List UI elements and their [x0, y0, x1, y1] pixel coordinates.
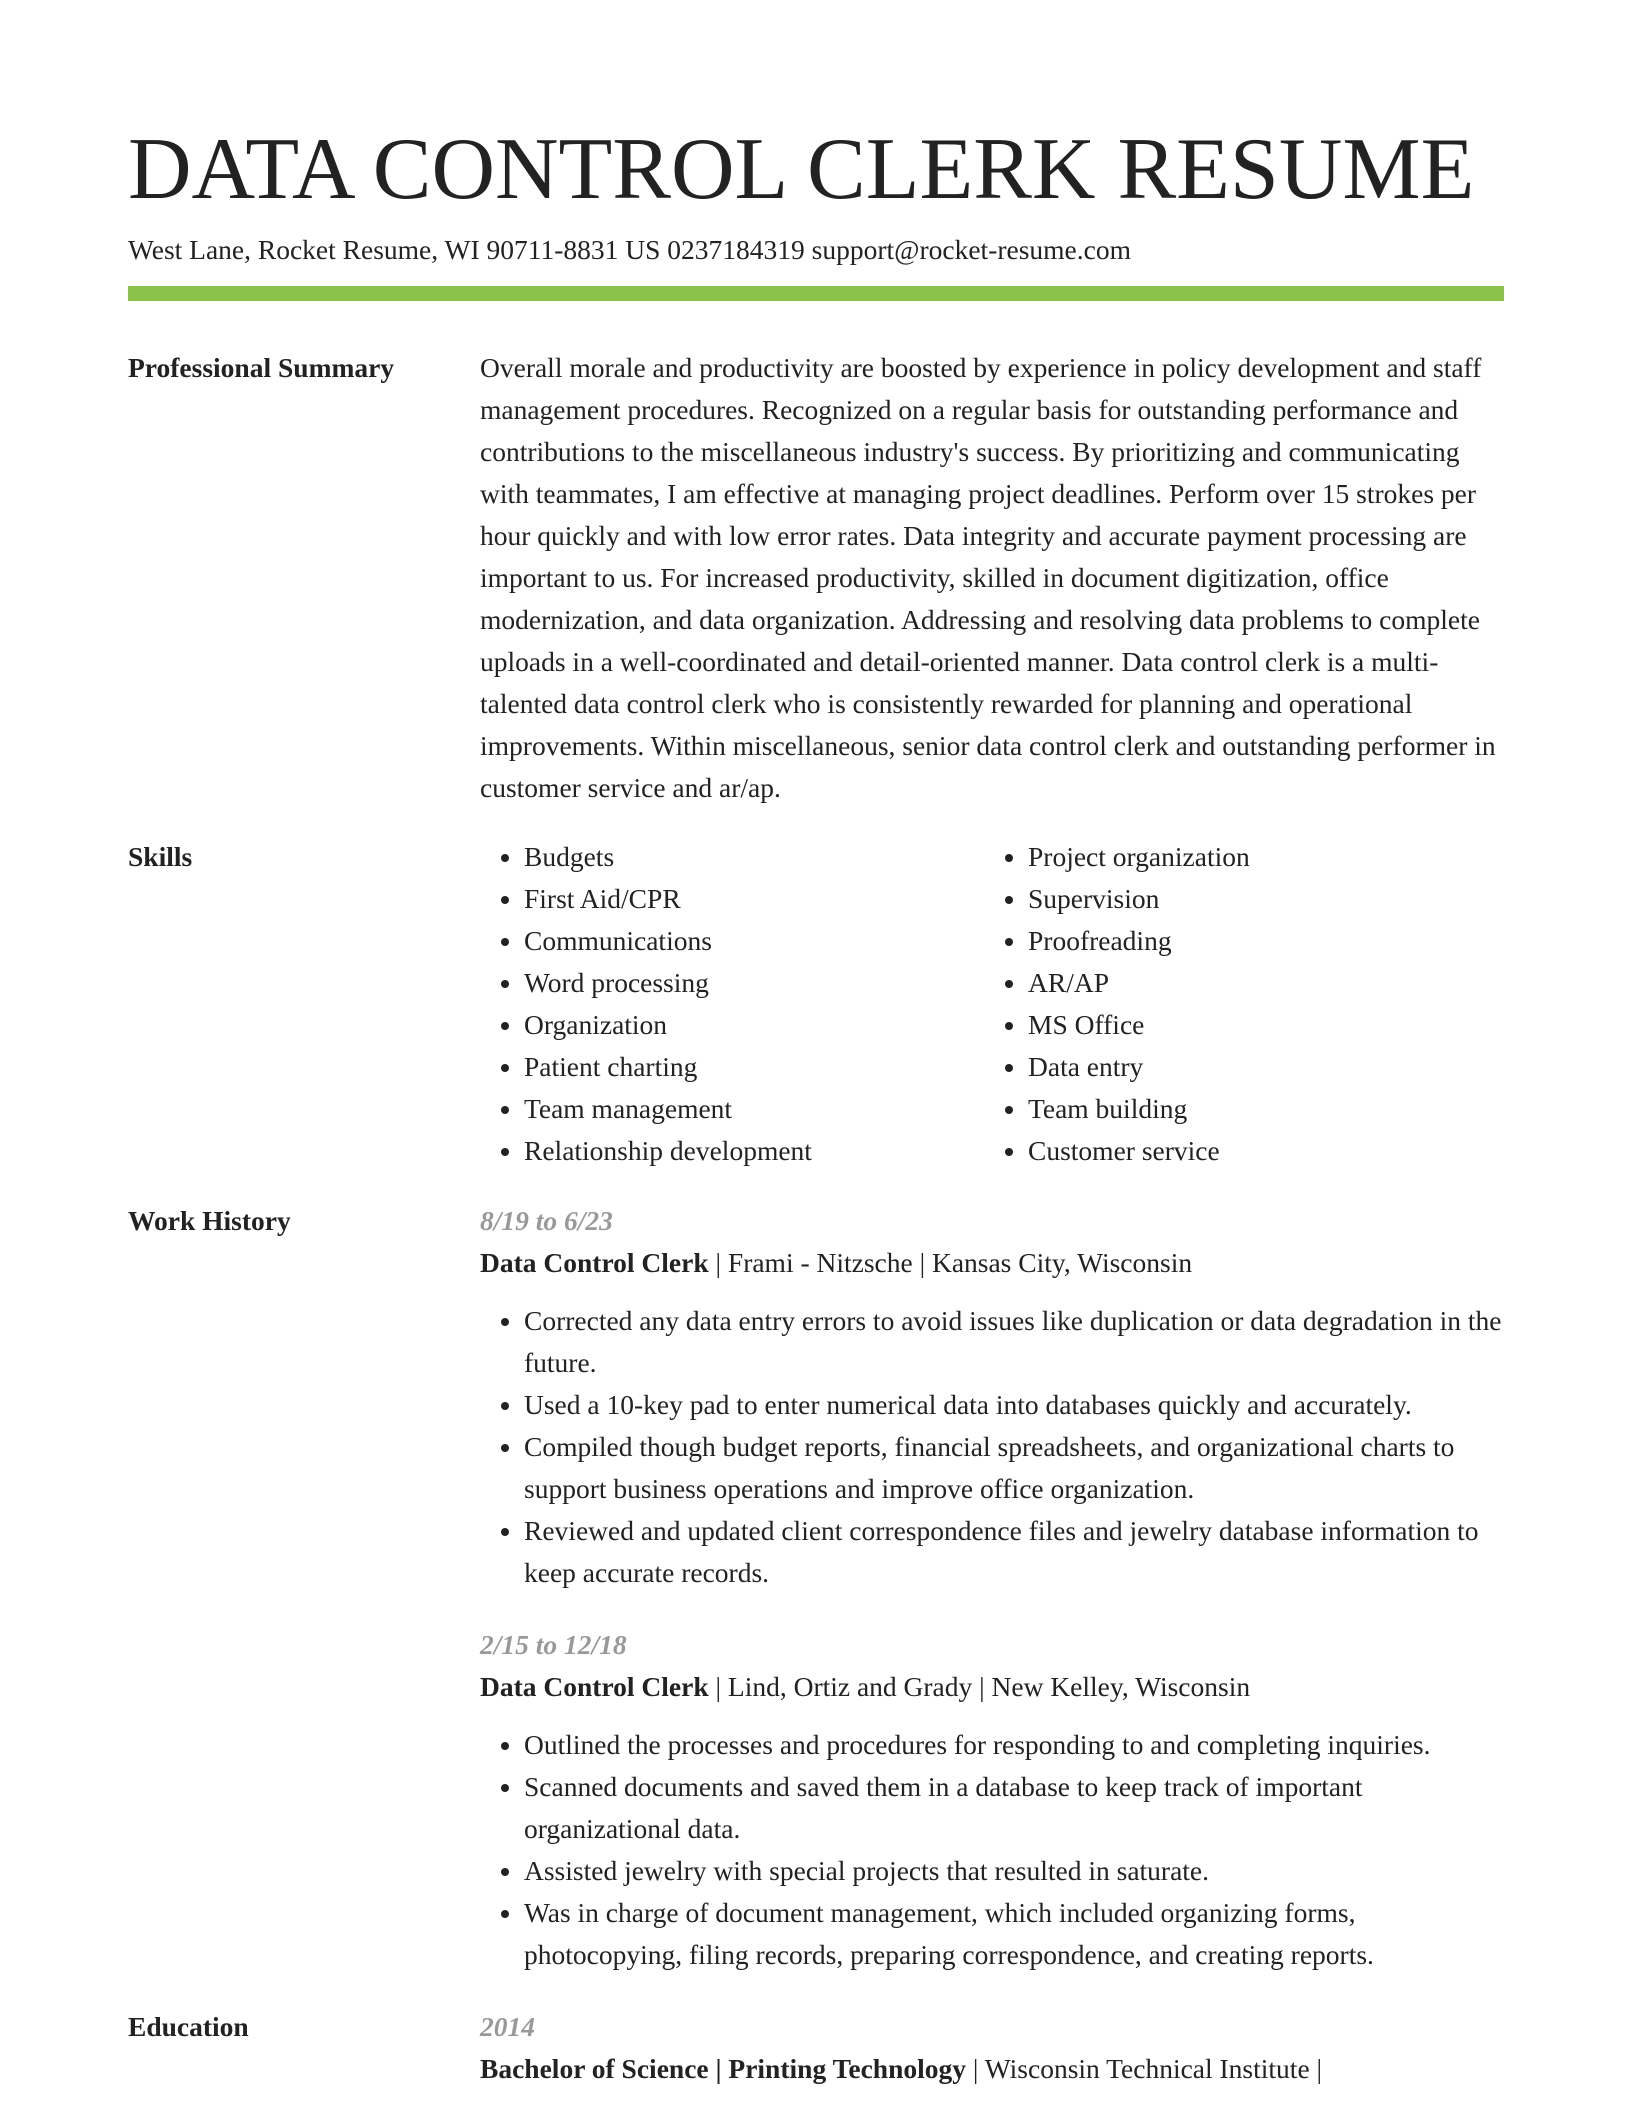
summary-text: Overall morale and productivity are boosted by experience in policy development and staff management procedures. Recognized on a regular basis for outstanding performance and contributions to the miscellaneous industry's success. By prioritizing and communicating with teammates, I am effective at managing project deadlines. Perform over 15 strokes per hour quickly and with low error rates. Data integrity and accurate payment processing are important to us. For increased productivity, skilled in document digitization, office modernization, and data organization. Addressing and resolving data problems to complete uploads in a well-coordinated and detail-oriented manner. Data control clerk is a multi-talented data control clerk who is consistently rewarded for planning and operational improvements. Within miscellaneous, senior data control clerk and outstanding performer in customer service and ar/ap.: [480, 352, 1496, 803]
skill-item: • Customer service: [1028, 1130, 1488, 1172]
skill-item: • Data entry: [1028, 1046, 1488, 1088]
skill-item: • Team management: [524, 1088, 984, 1130]
job-details: | Lind, Ortiz and Grady | New Kelley, Wisconsin: [708, 1671, 1251, 1702]
job-heading: [480, 1666, 1504, 1708]
section-title-education: Education: [128, 2011, 249, 2042]
job-dates: 8/19 to 6/23: [480, 1205, 613, 1236]
education-year: 2014: [480, 2011, 535, 2042]
resume-title: DATA CONTROL CLERK RESUME: [128, 121, 1475, 218]
job-entry: [480, 1624, 1504, 1976]
job-bullet: • Outlined the processes and procedures for responding to and completing inquiries.: [524, 1724, 1504, 1766]
job-bullet: • Compiled though budget reports, financial spreadsheets, and organizational charts to support business operations and improve office organization.: [524, 1426, 1504, 1510]
section-title-skills: Skills: [128, 841, 193, 872]
job-bullet: • Corrected any data entry errors to avoid issues like duplication or data degradation in the future.: [524, 1300, 1504, 1384]
skill-item: • Supervision: [1028, 878, 1488, 920]
skill-item: • AR/AP: [1028, 962, 1488, 1004]
section-title-work: Work History: [128, 1205, 291, 1236]
job-bullets: [480, 1724, 1504, 1976]
education-degree: Bachelor of Science | Printing Technology: [480, 2053, 967, 2084]
job-details: | Frami - Nitzsche | Kansas City, Wisconsin: [708, 1247, 1193, 1278]
skill-item: • Budgets: [524, 836, 984, 878]
contact-line: West Lane, Rocket Resume, WI 90711-8831 US 0237184319 support@rocket-resume.com: [128, 234, 1131, 265]
job-role: Data Control Clerk: [480, 1671, 709, 1702]
education-heading: [480, 2048, 1504, 2090]
work-history-block: [480, 1200, 1504, 2006]
job-role: Data Control Clerk: [480, 1247, 709, 1278]
skill-item: • Word processing: [524, 962, 984, 1004]
job-bullets: [480, 1300, 1504, 1594]
job-bullet: • Assisted jewelry with special projects that resulted in saturate.: [524, 1850, 1504, 1892]
job-dates: 2/15 to 12/18: [480, 1629, 627, 1660]
education-details: | Wisconsin Technical Institute |: [966, 2053, 1323, 2084]
skill-item: • MS Office: [1028, 1004, 1488, 1046]
job-heading: [480, 1242, 1504, 1284]
summary-block: [480, 347, 1504, 809]
accent-divider: [128, 286, 1504, 301]
skill-item: • Communications: [524, 920, 984, 962]
job-bullet: • Used a 10-key pad to enter numerical data into databases quickly and accurately.: [524, 1384, 1504, 1426]
resume-header: [128, 118, 1504, 268]
skill-item: • First Aid/CPR: [524, 878, 984, 920]
job-bullet: • Reviewed and updated client correspondence files and jewelry database information to keep accurate records.: [524, 1510, 1504, 1594]
skill-item: • Relationship development: [524, 1130, 984, 1172]
skill-item: • Organization: [524, 1004, 984, 1046]
skill-item: • Project organization: [1028, 836, 1488, 878]
skill-item: • Proofreading: [1028, 920, 1488, 962]
job-entry: [480, 1200, 1504, 1594]
skills-list-left: [480, 836, 984, 1172]
skills-list-right: [984, 836, 1488, 1172]
job-bullet: • Scanned documents and saved them in a database to keep track of important organizational data.: [524, 1766, 1504, 1850]
job-bullet: • Was in charge of document management, which included organizing forms, photocopying, filing records, preparing correspondence, and creating reports.: [524, 1892, 1504, 1976]
skill-item: • Patient charting: [524, 1046, 984, 1088]
section-title-summary: Professional Summary: [128, 352, 395, 383]
education-block: [480, 2006, 1504, 2090]
skills-block: [480, 836, 1504, 1172]
skill-item: • Team building: [1028, 1088, 1488, 1130]
